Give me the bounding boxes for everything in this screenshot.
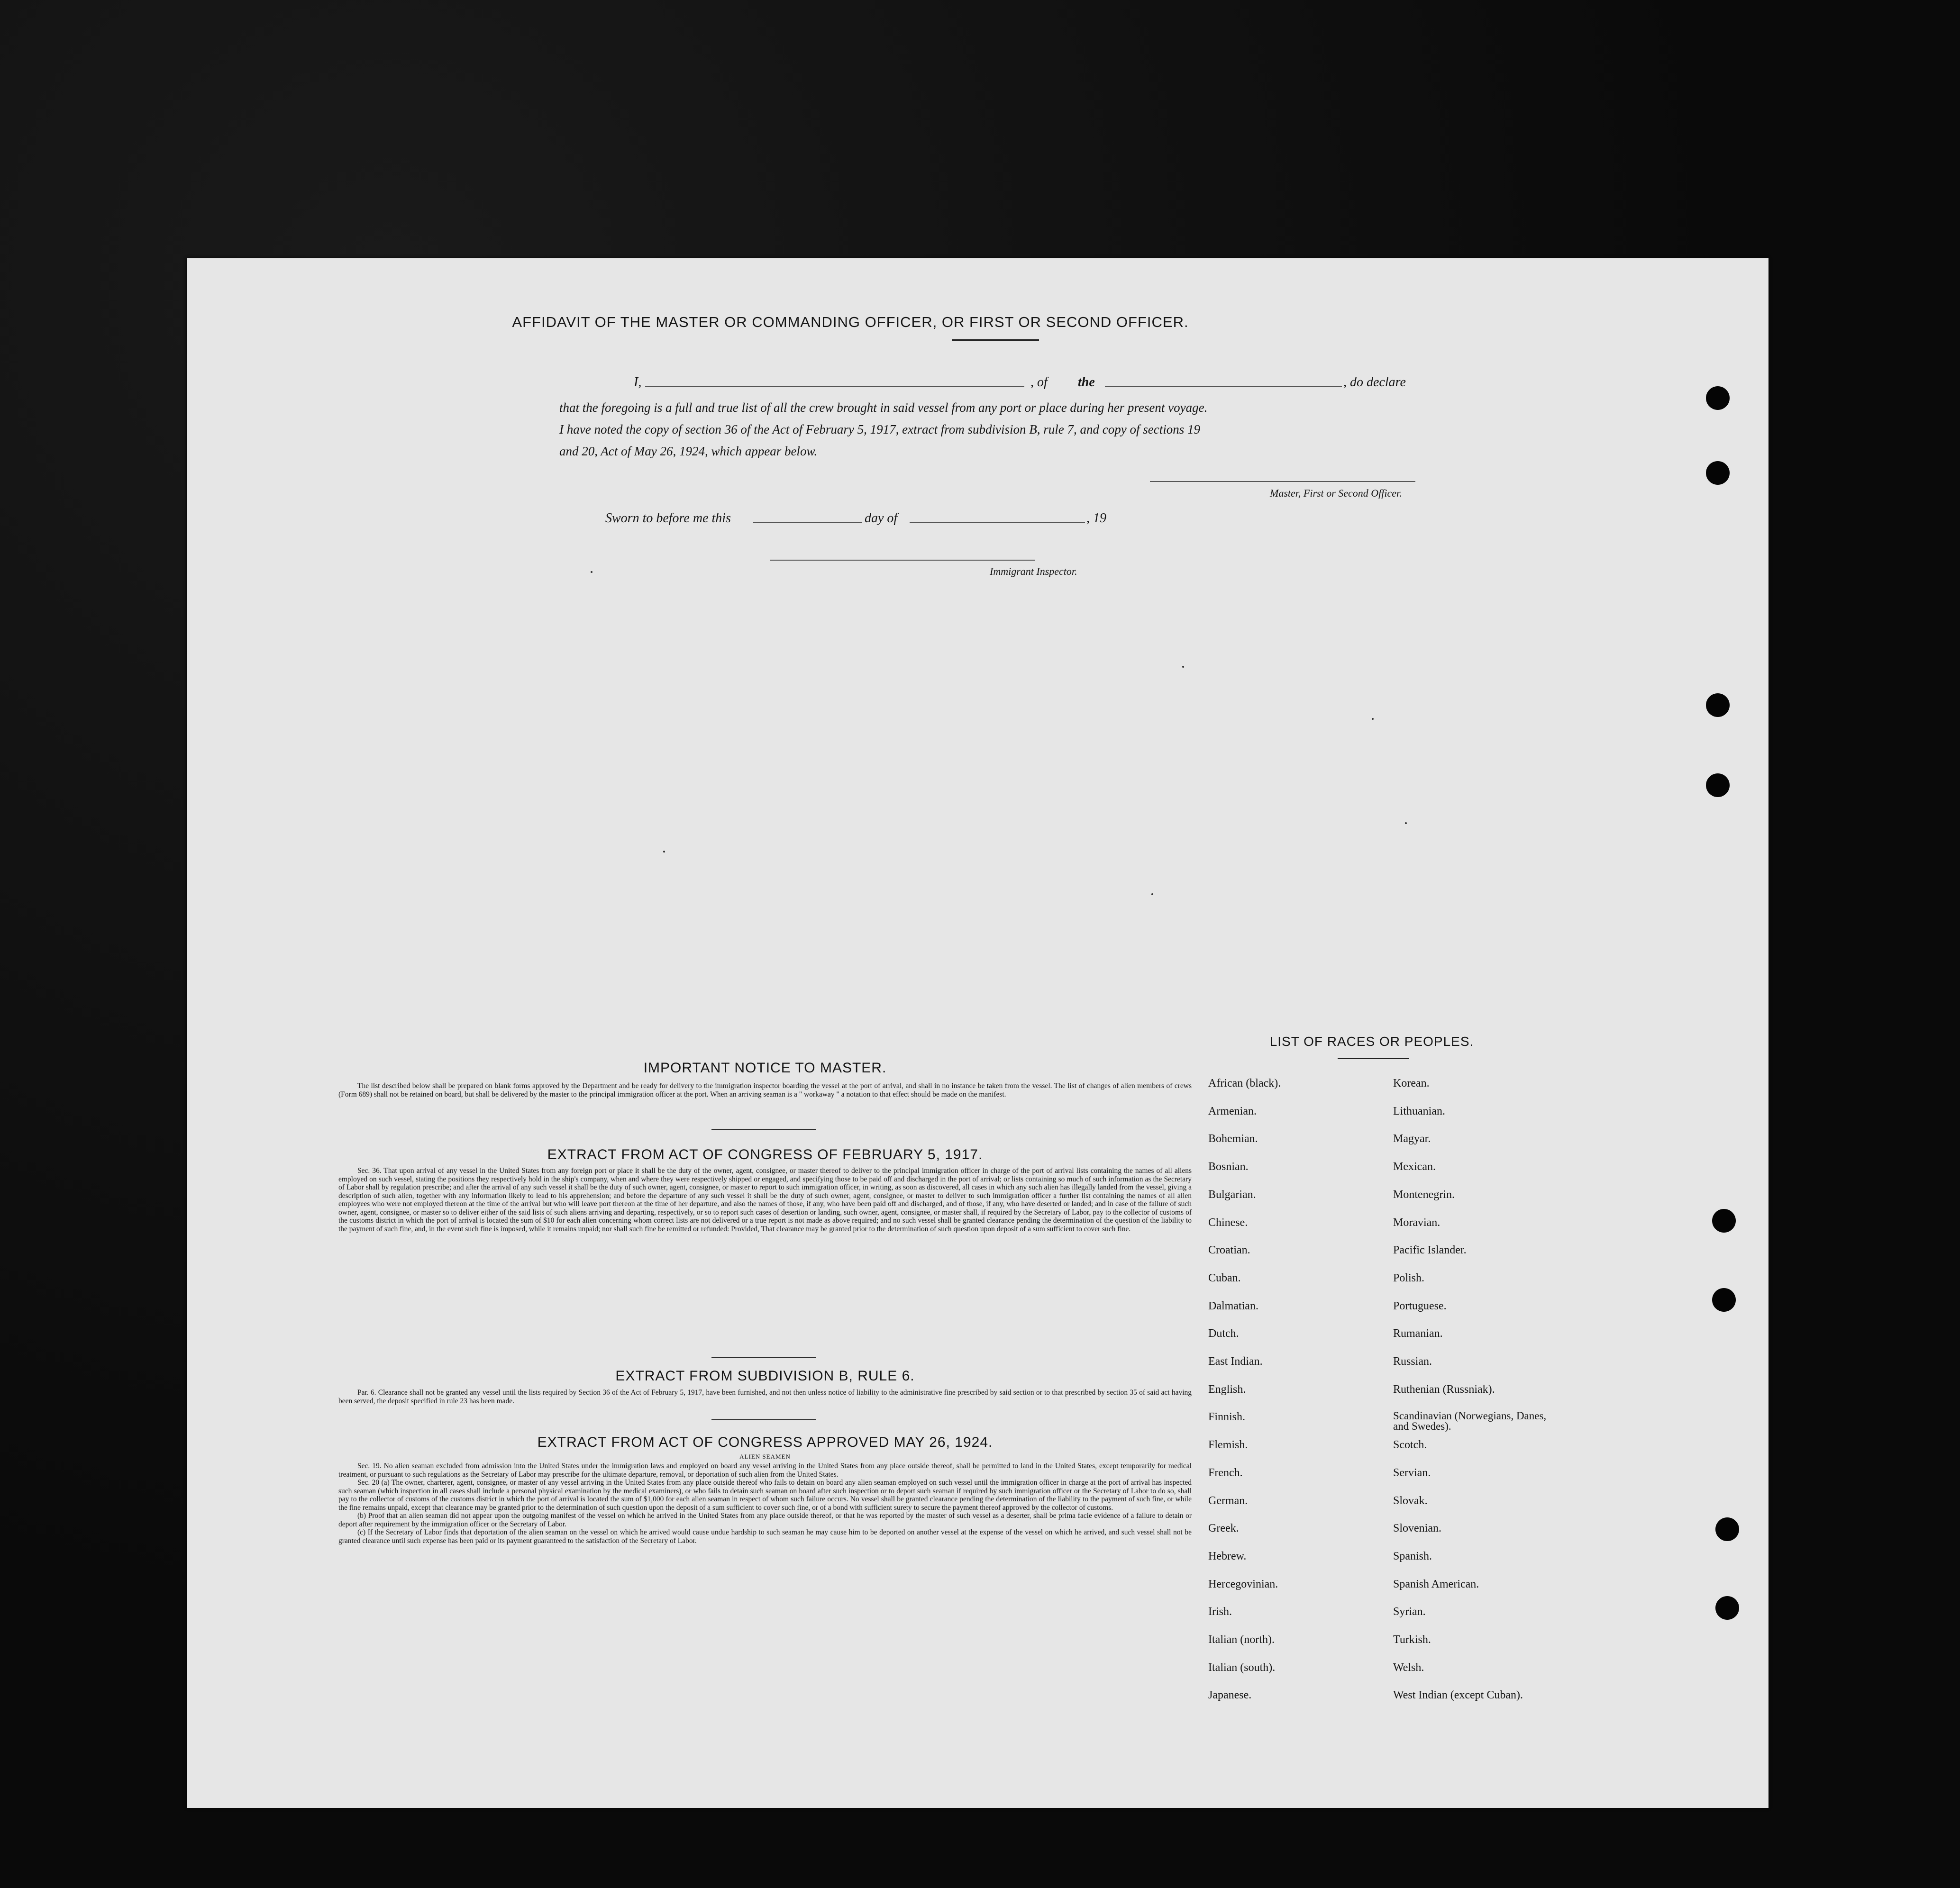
race-item: Lithuanian. — [1393, 1105, 1445, 1117]
race-item: Slovak. — [1393, 1494, 1428, 1507]
race-item: Flemish. — [1208, 1439, 1248, 1452]
sec-20a-paragraph: Sec. 20 (a) The owner, charterer, agent, consignee, or master of any vessel arriving in the United States from any place outside thereof who fails to detain on board any alien seaman employed on such vessel until the immigration officer in charge at the port of arrival has inspected such seaman (which inspection in all cases shall include a personal physical examination by the medical examiners), or who fails to detain such seaman on board after such inspection or to deport such seaman if required by such immigration officer or the Secretary of Labor to do so, shall pay to the collector of customs of the customs district in which the port of arrival is located the sum of $1,000 for each alien seaman in respect of whom such failure occurs. No vessel shall be granted clearance pending the determination of the liability to the payment of such fine, or while the fine remains unpaid, except that clearance may be granted prior to the determination of such question upon the deposit of a sum sufficient to cover such fine, or of a bond with sufficient surety to secure the payment thereof approved by the collector of customs. — [338, 1479, 1192, 1512]
day-blank — [753, 522, 862, 523]
race-item: Portuguese. — [1393, 1299, 1447, 1312]
signature-label: Master, First or Second Officer. — [1270, 487, 1402, 499]
section-divider — [711, 1419, 816, 1420]
section-divider — [711, 1129, 816, 1130]
race-item: Japanese. — [1208, 1689, 1252, 1702]
day-of-text: day of — [865, 511, 898, 526]
race-item: Spanish American. — [1393, 1578, 1479, 1590]
affidavit-title: AFFIDAVIT OF THE MASTER OR COMMANDING OFFICER, OR FIRST OR SECOND OFFICER. — [512, 314, 1189, 330]
race-item: Dutch. — [1208, 1327, 1239, 1340]
race-item: Rumanian. — [1393, 1327, 1443, 1340]
race-item: Italian (north). — [1208, 1634, 1275, 1646]
alien-seamen-subtitle: ALIEN SEAMEN — [739, 1453, 791, 1460]
extract-1917-body — [338, 1167, 1192, 1233]
race-item: Turkish. — [1393, 1634, 1431, 1646]
race-item: French. — [1208, 1466, 1243, 1479]
notice-paragraph: The list described below shall be prepared on blank forms approved by the Department and be ready for delivery to the immigration inspector boarding the vessel at the port of arrival, and shall in no instance be taken from the vessel. The list of changes of alien members of crews (Form 689) shall not be retained on board, but shall be delivered by the master to the principal immigration officer at the port. When an arriving seaman is a " workaway " a notation to that effect should be made on the manifest. — [338, 1082, 1192, 1098]
notice-body — [338, 1082, 1192, 1098]
inspector-signature-line — [770, 560, 1035, 561]
scan-speck — [663, 851, 665, 853]
section-36-paragraph: Sec. 36. That upon arrival of any vessel in the United States from any foreign port or place it shall be the duty of the owner, agent, consignee, or master thereof to deliver to the principal immigration officer in charge of the port of arrival lists containing the names of all aliens employed on such vessel, stating the positions they respectively hold in the ship's company, when and where they were respectively shipped or engaged, and specifying those to be paid off and discharged in the port of arrival; or lists containing so much of such information as the Secretary of Labor shall by regulation prescribe; and after the arrival of any such vessel it shall be the duty of such owner, agent, consignee, or master to report to such immigration officer, in writing, as soon as discovered, all cases in which any such alien has illegally landed from the vessel, giving a description of such alien, together with any information likely to lead to his apprehension; and before the departure of any such vessel it shall be the duty of such owner, agent, consignee, or master to deliver to such immigration officer a further list containing the names of all alien employees who were not employed thereon at the time of the arrival but who will leave port thereon at the time of her departure, and also the names of those, if any, who have been paid off and discharged, and of those, if any, who have deserted or landed; and in case of the failure of such owner, agent, consignee, or master so to deliver either of the said lists of such aliens arriving and departing, respectively, or so to report such cases of desertion or landing, such owner, agent, consignee, or master shall, if required by the Secretary of Labor, pay to the collector of customs of the customs district in which the port of arrival is located the sum of $10 for each alien concerning whom correct lists are not delivered or a true report is not made as above required; and no such vessel shall be granted clearance pending the determination of the question of the liability to the payment of such fine, and, in the event such fine is imposed, while it remains unpaid; nor shall such fine be remitted or refunded: Provided, That clearance may be granted prior to the determination of such question upon deposit of a sum sufficient to cover such fine. — [338, 1167, 1192, 1233]
affidavit-line-4: and 20, Act of May 26, 1924, which appear below. — [559, 444, 818, 458]
binder-hole-icon — [1712, 1209, 1736, 1233]
race-item: Moravian. — [1393, 1216, 1440, 1229]
race-item: Hercegovinian. — [1208, 1578, 1278, 1590]
binder-hole-icon — [1706, 693, 1730, 717]
race-item: African (black). — [1208, 1077, 1281, 1089]
signature-line — [1150, 481, 1415, 482]
race-item: Irish. — [1208, 1606, 1232, 1618]
race-item: Welsh. — [1393, 1661, 1424, 1674]
race-item: Cuban. — [1208, 1271, 1241, 1284]
race-item: Finnish. — [1208, 1411, 1246, 1424]
race-item: Pacific Islander. — [1393, 1244, 1467, 1257]
race-item: Italian (south). — [1208, 1661, 1276, 1674]
race-item: English. — [1208, 1383, 1246, 1396]
extract-1917-title: EXTRACT FROM ACT OF CONGRESS OF FEBRUARY 5, 1917. — [547, 1147, 983, 1162]
extract-rule6-title: EXTRACT FROM SUBDIVISION B, RULE 6. — [615, 1368, 915, 1384]
scan-speck — [1182, 666, 1184, 668]
sworn-text: Sworn to before me this — [605, 511, 731, 526]
par-6-paragraph: Par. 6. Clearance shall not be granted any vessel until the lists required by Section 36 of the Act of February 5, 1917, have been furnished, and not then unless notice of liability to the administrative fine prescribed by said section or to that prescribed by section 35 of said act having been served, the deposit specified in rule 23 has been made. — [338, 1389, 1192, 1405]
extract-1924-title: EXTRACT FROM ACT OF CONGRESS APPROVED MAY 26, 1924. — [537, 1434, 993, 1450]
race-item: Chinese. — [1208, 1216, 1248, 1229]
sec-20c-paragraph: (c) If the Secretary of Labor finds that deportation of the alien seaman on the vessel on which he arrived would cause undue hardship to such seaman he may cause him to be deported on another vessel at the expense of the vessel on which he arrived, and such vessel shall not be granted clearance until such expense has been paid or its payment guaranteed to the satisfaction of the Secretary of Labor. — [338, 1528, 1192, 1545]
binder-hole-icon — [1712, 1288, 1736, 1312]
race-item: Greek. — [1208, 1522, 1239, 1535]
race-item: Scotch. — [1393, 1439, 1427, 1452]
binder-hole-icon — [1715, 1517, 1739, 1541]
race-item: Scandinavian (Norwegians, Danes, and Swedes). — [1393, 1410, 1547, 1433]
section-divider — [711, 1357, 816, 1358]
race-item: German. — [1208, 1494, 1248, 1507]
affidavit-of: , of — [1030, 375, 1048, 390]
race-item: Magyar. — [1393, 1133, 1431, 1145]
race-item: Mexican. — [1393, 1161, 1436, 1173]
race-item: East Indian. — [1208, 1355, 1263, 1368]
race-item: Spanish. — [1393, 1550, 1432, 1562]
race-item: Ruthenian (Russniak). — [1393, 1383, 1495, 1396]
document-page — [187, 258, 1769, 1808]
scan-speck — [1151, 893, 1153, 895]
races-title: LIST OF RACES OR PEOPLES. — [1269, 1034, 1474, 1049]
race-item: Bohemian. — [1208, 1133, 1258, 1145]
affidavit-line-2: that the foregoing is a full and true list of all the crew brought in said vessel from any port or place during her present voyage. — [559, 400, 1208, 415]
sec-20b-paragraph: (b) Proof that an alien seaman did not appear upon the outgoing manifest of the vessel on which he arrived in the United States from any place outside thereof, or that he was reported by the master of such vessel as a deserter, shall be prima facie evidence of a failure to detain or deport after requirement by the immigration officer or the Secretary of Labor. — [338, 1512, 1192, 1528]
scan-speck — [591, 571, 593, 573]
race-item: Bosnian. — [1208, 1161, 1249, 1173]
race-item: Hebrew. — [1208, 1550, 1247, 1562]
sec-19-paragraph: Sec. 19. No alien seaman excluded from admission into the United States under the immigration laws and employed on board any vessel arriving in the United States from any place outside thereof, shall be permitted to land in the United States, except temporarily for medical treatment, or pursuant to such regulations as the Secretary of Labor may prescribe for the ultimate departure, removal, or deportation of such alien from the United States. — [338, 1462, 1192, 1479]
title-underline — [952, 339, 1039, 341]
race-item: Croatian. — [1208, 1244, 1250, 1257]
race-item: Polish. — [1393, 1271, 1425, 1284]
name-blank — [645, 386, 1024, 387]
race-item: Russian. — [1393, 1355, 1432, 1368]
binder-hole-icon — [1706, 461, 1730, 485]
race-item: Armenian. — [1208, 1105, 1257, 1117]
affidavit-declare: , do declare — [1343, 375, 1406, 390]
scan-speck — [1372, 718, 1374, 720]
race-item: Servian. — [1393, 1466, 1431, 1479]
race-item: West Indian (except Cuban). — [1393, 1689, 1523, 1702]
race-item: Slovenian. — [1393, 1522, 1441, 1535]
race-item: Bulgarian. — [1208, 1188, 1256, 1201]
race-item: Korean. — [1393, 1077, 1430, 1089]
extract-rule6-body — [338, 1389, 1192, 1405]
year-text: , 19 — [1086, 511, 1106, 526]
binder-hole-icon — [1715, 1596, 1739, 1620]
affidavit-i: I, — [634, 375, 642, 390]
extract-1924-body — [338, 1462, 1192, 1545]
race-item: Dalmatian. — [1208, 1299, 1258, 1312]
binder-hole-icon — [1706, 386, 1730, 410]
scan-speck — [1405, 822, 1407, 824]
affidavit-line-3: I have noted the copy of section 36 of the Act of February 5, 1917, extract from subdivision B, rule 7, and copy of sections 19 — [559, 422, 1200, 436]
notice-title: IMPORTANT NOTICE TO MASTER. — [643, 1060, 887, 1076]
races-title-underline — [1338, 1058, 1409, 1059]
month-blank — [910, 522, 1085, 523]
affidavit-the: the — [1078, 375, 1095, 390]
race-item: Syrian. — [1393, 1606, 1426, 1618]
inspector-label: Immigrant Inspector. — [990, 565, 1077, 577]
race-item: Montenegrin. — [1393, 1188, 1455, 1201]
binder-hole-icon — [1706, 773, 1730, 797]
vessel-blank — [1105, 386, 1342, 387]
